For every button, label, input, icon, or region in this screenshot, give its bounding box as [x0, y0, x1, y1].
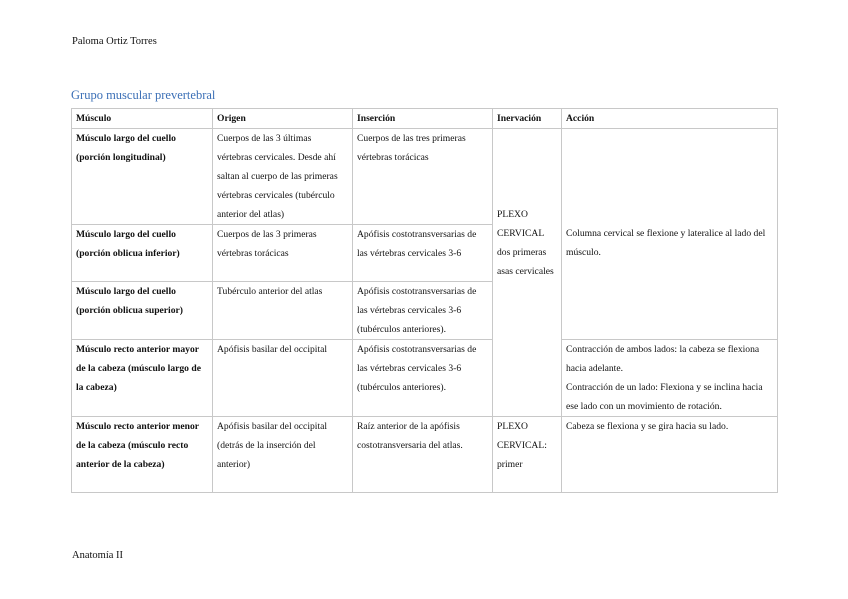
cell-inervacion: PLEXO CERVICAL: primer [493, 417, 562, 493]
muscle-table [71, 108, 778, 493]
header-inervacion: Inervación [493, 109, 562, 129]
cell-inervacion-merged: PLEXO CERVICAL dos primeras asas cervicales [493, 129, 562, 417]
cell-origen: Cuerpos de las 3 primeras vértebras torácicas [213, 225, 353, 282]
cell-origen: Apófisis basilar del occipital (detrás de la inserción del anterior) [213, 417, 353, 493]
cell-origen: Apófisis basilar del occipital [213, 340, 353, 417]
cell-insercion: Raíz anterior de la apófisis costotransversaria del atlas. [353, 417, 493, 493]
cell-musculo: Músculo largo del cuello (porción oblicua inferior) [72, 225, 213, 282]
cell-accion-merged: Columna cervical se flexione y lateralice al lado del músculo. [562, 129, 778, 340]
cell-accion: Cabeza se flexiona y se gira hacia su lado. [562, 417, 778, 493]
table-header-row [72, 109, 778, 129]
accion-line: Contracción de ambos lados: la cabeza se flexiona hacia adelante. [566, 344, 760, 374]
cell-insercion: Cuerpos de las tres primeras vértebras torácicas [353, 129, 493, 225]
cell-musculo: Músculo largo del cuello (porción oblicua superior) [72, 282, 213, 340]
header-accion: Acción [562, 109, 778, 129]
cell-musculo: Músculo recto anterior mayor de la cabeza (músculo largo de la cabeza) [72, 340, 213, 417]
cell-accion [562, 340, 778, 417]
page-footer: Anatomía II [72, 550, 124, 561]
table-row [72, 340, 778, 417]
page-header: Paloma Ortiz Torres [72, 36, 157, 47]
cell-musculo: Músculo recto anterior menor de la cabeza (músculo recto anterior de la cabeza) [72, 417, 213, 493]
cell-insercion: Apófisis costotransversarias de las vértebras cervicales 3-6 (tubérculos anteriores). [353, 282, 493, 340]
cell-origen: Cuerpos de las 3 últimas vértebras cervicales. Desde ahí saltan al cuerpo de las primeras vértebras cervicales (tubérculo anterior del atlas) [213, 129, 353, 225]
cell-origen: Tubérculo anterior del atlas [213, 282, 353, 340]
section-title: Grupo muscular prevertebral [71, 88, 216, 102]
cell-musculo: Músculo largo del cuello (porción longitudinal) [72, 129, 213, 225]
table-row [72, 417, 778, 493]
table-row [72, 129, 778, 225]
header-origen: Origen [213, 109, 353, 129]
header-musculo: Músculo [72, 109, 213, 129]
header-insercion: Inserción [353, 109, 493, 129]
accion-line: Contracción de un lado: Flexiona y se inclina hacia ese lado con un movimiento de rotación. [566, 382, 763, 412]
cell-insercion: Apófisis costotransversarias de las vértebras cervicales 3-6 (tubérculos anteriores). [353, 340, 493, 417]
cell-insercion: Apófisis costotransversarias de las vértebras cervicales 3-6 [353, 225, 493, 282]
